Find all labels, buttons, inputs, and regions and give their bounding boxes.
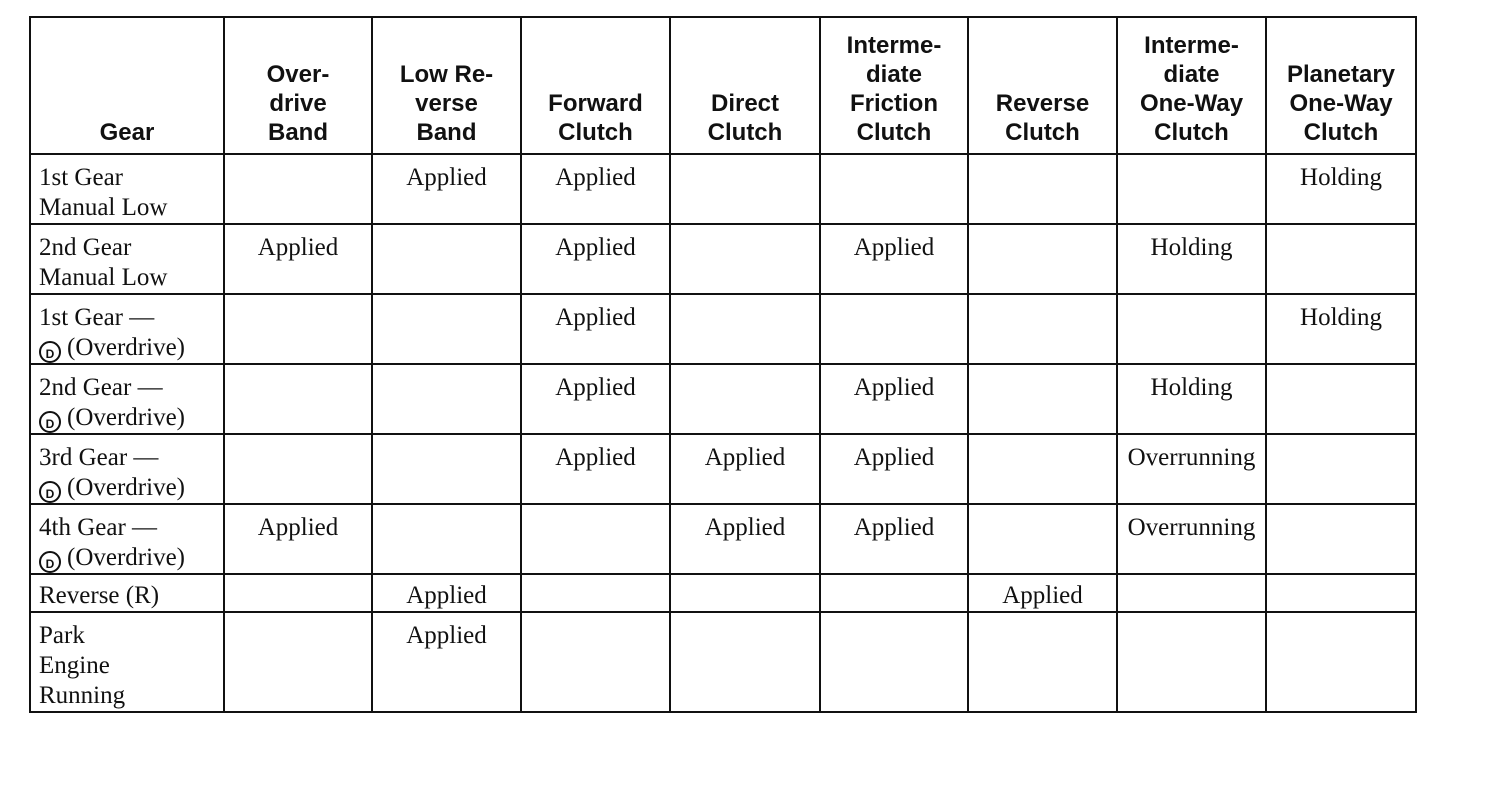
gear-label-line xyxy=(39,443,223,473)
gear-label-text: 2nd Gear xyxy=(39,234,132,261)
header-reverse-clutch xyxy=(968,17,1117,154)
gear-cell xyxy=(30,504,224,574)
gear-label-line xyxy=(39,513,223,543)
status-cell: Applied xyxy=(968,574,1117,612)
status-cell xyxy=(1266,434,1416,504)
status-cell: Applied xyxy=(670,504,820,574)
header-planetary-one-way-clutch xyxy=(1266,17,1416,154)
status-cell xyxy=(224,612,372,712)
status-cell xyxy=(224,434,372,504)
gear-label-text: (Overdrive) xyxy=(67,404,185,431)
gear-cell xyxy=(30,224,224,294)
header-intermediate-friction-clutch xyxy=(820,17,968,154)
table-row xyxy=(30,434,1416,504)
gear-label-line xyxy=(39,373,223,403)
gear-label-line xyxy=(39,681,223,711)
gear-label-text: 1st Gear xyxy=(39,164,123,191)
gear-label-text: Engine xyxy=(39,652,110,679)
gear-label-text: 4th Gear — xyxy=(39,514,158,541)
status-cell xyxy=(224,364,372,434)
header-label: Interme- diate Friction Clutch xyxy=(846,32,942,146)
status-cell: Applied xyxy=(521,364,670,434)
status-cell xyxy=(372,364,521,434)
clutch-application-table xyxy=(29,16,1417,713)
gear-label-text: (Overdrive) xyxy=(67,334,185,361)
gear-label-line xyxy=(39,621,223,651)
header-label: Direct Clutch xyxy=(707,90,783,146)
status-cell xyxy=(372,224,521,294)
status-cell: Holding xyxy=(1117,364,1266,434)
status-cell xyxy=(521,504,670,574)
table-row xyxy=(30,504,1416,574)
header-overdrive-band xyxy=(224,17,372,154)
gear-cell xyxy=(30,294,224,364)
gear-label-text: 3rd Gear — xyxy=(39,444,159,471)
gear-label-line xyxy=(39,193,223,223)
circled-d-icon xyxy=(39,481,61,503)
gear-label-text: Manual Low xyxy=(39,194,168,221)
header-label: Low Re- verse Band xyxy=(399,61,494,146)
table-row xyxy=(30,224,1416,294)
table-row xyxy=(30,612,1416,712)
header-row xyxy=(30,17,1416,154)
status-cell: Applied xyxy=(820,224,968,294)
gear-label-line xyxy=(39,651,223,681)
status-cell xyxy=(521,574,670,612)
status-cell: Applied xyxy=(670,434,820,504)
gear-cell xyxy=(30,434,224,504)
status-cell: Applied xyxy=(521,434,670,504)
status-cell xyxy=(521,612,670,712)
gear-label-line xyxy=(39,333,223,363)
circled-d-icon xyxy=(39,411,61,433)
gear-label-text: Park xyxy=(39,622,85,649)
gear-label-line xyxy=(39,403,223,433)
status-cell xyxy=(820,154,968,224)
gear-label-line xyxy=(39,581,223,611)
header-direct-clutch xyxy=(670,17,820,154)
header-intermediate-one-way-clutch xyxy=(1117,17,1266,154)
status-cell: Applied xyxy=(521,224,670,294)
status-cell: Applied xyxy=(820,434,968,504)
gear-label-text: 1st Gear — xyxy=(39,304,155,331)
gear-label-line xyxy=(39,163,223,193)
status-cell: Applied xyxy=(372,574,521,612)
status-cell xyxy=(224,574,372,612)
gear-label-text: (Overdrive) xyxy=(67,544,185,571)
status-cell xyxy=(670,612,820,712)
status-cell xyxy=(1266,612,1416,712)
status-cell: Applied xyxy=(224,224,372,294)
header-label: Interme- diate One-Way Clutch xyxy=(1139,32,1244,146)
gear-label-text: Manual Low xyxy=(39,264,168,291)
gear-label-text: Reverse (R) xyxy=(39,582,160,609)
status-cell: Overrunning xyxy=(1117,434,1266,504)
status-cell: Applied xyxy=(372,154,521,224)
header-label: Planetary One-Way Clutch xyxy=(1286,61,1396,146)
gear-label-line xyxy=(39,303,223,333)
gear-cell xyxy=(30,364,224,434)
circled-d-icon xyxy=(39,551,61,573)
table-row xyxy=(30,294,1416,364)
gear-label-text: 2nd Gear — xyxy=(39,374,163,401)
gear-label-line xyxy=(39,233,223,263)
status-cell xyxy=(670,574,820,612)
status-cell xyxy=(820,574,968,612)
status-cell xyxy=(968,294,1117,364)
status-cell: Holding xyxy=(1266,154,1416,224)
status-cell: Applied xyxy=(521,154,670,224)
header-gear xyxy=(30,17,224,154)
circled-d-icon xyxy=(39,341,61,363)
gear-label-line xyxy=(39,543,223,573)
status-cell xyxy=(820,294,968,364)
table-row xyxy=(30,364,1416,434)
status-cell: Applied xyxy=(372,612,521,712)
gear-cell xyxy=(30,574,224,612)
status-cell: Holding xyxy=(1266,294,1416,364)
status-cell xyxy=(670,224,820,294)
table-row xyxy=(30,154,1416,224)
header-label: Over- drive Band xyxy=(266,61,330,146)
table-row xyxy=(30,574,1416,612)
gear-label-text: Running xyxy=(39,682,126,709)
status-cell xyxy=(968,434,1117,504)
status-cell xyxy=(670,154,820,224)
gear-cell xyxy=(30,612,224,712)
header-label: Forward Clutch xyxy=(548,90,643,146)
status-cell: Applied xyxy=(820,504,968,574)
status-cell xyxy=(372,434,521,504)
header-label: Gear xyxy=(99,119,155,146)
gear-label-text: (Overdrive) xyxy=(67,474,185,501)
status-cell xyxy=(1266,574,1416,612)
table-body xyxy=(30,154,1416,712)
status-cell xyxy=(1117,154,1266,224)
status-cell xyxy=(224,154,372,224)
status-cell xyxy=(1266,504,1416,574)
status-cell xyxy=(1266,364,1416,434)
status-cell xyxy=(820,612,968,712)
status-cell xyxy=(1117,574,1266,612)
status-cell xyxy=(670,364,820,434)
status-cell xyxy=(968,224,1117,294)
status-cell xyxy=(224,294,372,364)
gear-cell xyxy=(30,154,224,224)
status-cell xyxy=(670,294,820,364)
status-cell: Applied xyxy=(820,364,968,434)
status-cell: Holding xyxy=(1117,224,1266,294)
status-cell xyxy=(968,612,1117,712)
status-cell xyxy=(372,294,521,364)
status-cell xyxy=(1266,224,1416,294)
status-cell: Overrunning xyxy=(1117,504,1266,574)
status-cell: Applied xyxy=(224,504,372,574)
status-cell xyxy=(968,154,1117,224)
gear-label-line xyxy=(39,263,223,293)
status-cell xyxy=(968,504,1117,574)
gear-label-line xyxy=(39,473,223,503)
header-label: Reverse Clutch xyxy=(995,90,1090,146)
status-cell xyxy=(1117,294,1266,364)
status-cell: Applied xyxy=(521,294,670,364)
status-cell xyxy=(968,364,1117,434)
status-cell xyxy=(372,504,521,574)
status-cell xyxy=(1117,612,1266,712)
header-low-reverse-band xyxy=(372,17,521,154)
header-forward-clutch xyxy=(521,17,670,154)
